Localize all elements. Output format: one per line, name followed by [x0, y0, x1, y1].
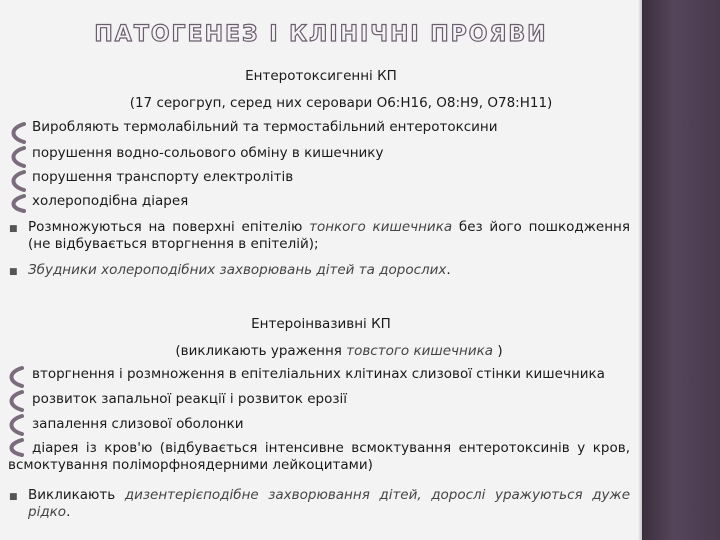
section2-item-1: вторгнення і розмноження в епітеліальних клітинах слизової стінки кишечника [32, 366, 605, 382]
section2-subheading-emphasis: товстого кишечника [346, 343, 494, 359]
section2-heading: Ентероінвазивні КП [251, 316, 391, 332]
square-bullet-icon: ■ [9, 492, 18, 502]
section1-bullet-2 [28, 262, 451, 278]
section2-subheading-post: ) [493, 343, 503, 359]
section1-heading: Ентеротоксигенні КП [245, 68, 397, 84]
section2-subheading-pre: (викликають ураження [175, 343, 347, 359]
section1-bullet-1 [28, 219, 630, 253]
bullet1-text-pre: Розмножуються на поверхні епітелію [28, 219, 310, 235]
section2-item-2: розвиток запальної реакції і розвиток ерозії [32, 391, 348, 407]
square-bullet-icon: ■ [9, 267, 18, 277]
section1-item-2: порушення водно-сольового обміну в кишечнику [32, 145, 384, 161]
section1-item-4: холероподібна діарея [32, 193, 189, 209]
square-bullet-icon: ■ [9, 224, 18, 234]
bullet2-text-post: . [446, 262, 451, 278]
bullet1-emphasis: тонкого кишечника [309, 219, 453, 235]
bullet2-emphasis: Збудники холероподібних захворювань дітей та дорослих [28, 262, 447, 278]
decorative-sidebar [642, 0, 720, 540]
slide-title: ПАТОГЕНЕЗ І КЛІНІЧНІ ПРОЯВИ [94, 22, 548, 47]
curved-arrow-icon [6, 118, 30, 214]
section2-bullet1-post: . [66, 504, 71, 520]
section2-item-3: запалення слизової оболонки [32, 416, 244, 432]
bullet1-text-post: без його пошкодження (не відбувається вторгнення в епітелій); [28, 219, 630, 252]
section2-item-4: діарея із кров'ю (відбувається інтенсивне всмоктування ентеротоксинів у кров, всмоктування поліморфноядерними лейкоцитами) [8, 440, 630, 473]
section2-subheading [18, 343, 660, 359]
section1-subheading: (17 серогруп, серед них серовари О6:Н16, О8:Н9, О78:Н11) [129, 95, 553, 111]
section1-item-1: Виробляють термолабільний та термостабільний ентеротоксини [32, 119, 498, 135]
section2-bullet1-emphasis: дизентерієподібне захворювання дітей, дорослі уражуються дуже рідко [28, 487, 630, 520]
section2-bullet-1 [28, 487, 630, 521]
section2-bullet1-pre: Викликають [28, 487, 125, 503]
section1-item-3: порушення транспорту електролітів [32, 169, 294, 185]
